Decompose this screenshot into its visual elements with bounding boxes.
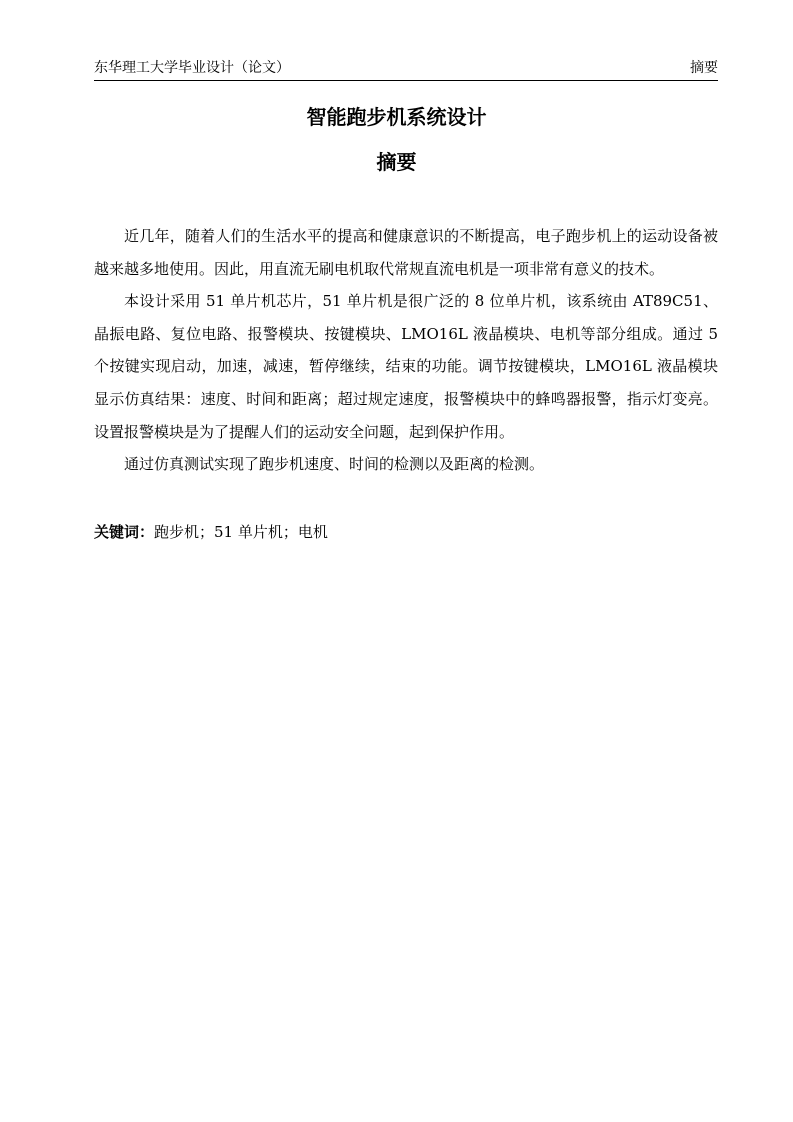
header-school-title: 东华理工大学毕业设计（论文） [94, 60, 290, 76]
page-header [94, 58, 718, 81]
abstract-body [94, 220, 718, 481]
thesis-title: 智能跑步机系统设计 [306, 105, 487, 129]
header-section-name: 摘要 [690, 60, 718, 76]
keywords-label: 关键词： [94, 523, 155, 541]
abstract-paragraph: 本设计采用 51 单片机芯片，51 单片机是很广泛的 8 位单片机，该系统由 AT89C51、晶振电路、复位电路、报警模块、按键模块、LMO16L 液晶模块、电机等部分组成。通过 5 个按键实现启动，加速，减速，暂停继续，结束的功能。调节按键模块，LMO16L 液晶模块显示仿真结果：速度、时间和距离；超过规定速度，报警模块中的蜂鸣器报警，指示灯变亮。设置报警模块是为了提醒人们的运动安全问题，起到保护作用。 [94, 292, 718, 441]
abstract-heading: 摘要 [376, 150, 417, 174]
abstract-paragraph: 通过仿真测试实现了跑步机速度、时间的检测以及距离的检测。 [124, 455, 545, 474]
keywords-line [94, 518, 718, 546]
keywords-value: 跑步机；51 单片机；电机 [154, 523, 328, 541]
abstract-paragraph: 近几年，随着人们的生活水平的提高和健康意识的不断提高，电子跑步机上的运动设备被越来越多地使用。因此，用直流无刷电机取代常规直流电机是一项非常有意义的技术。 [94, 227, 718, 278]
